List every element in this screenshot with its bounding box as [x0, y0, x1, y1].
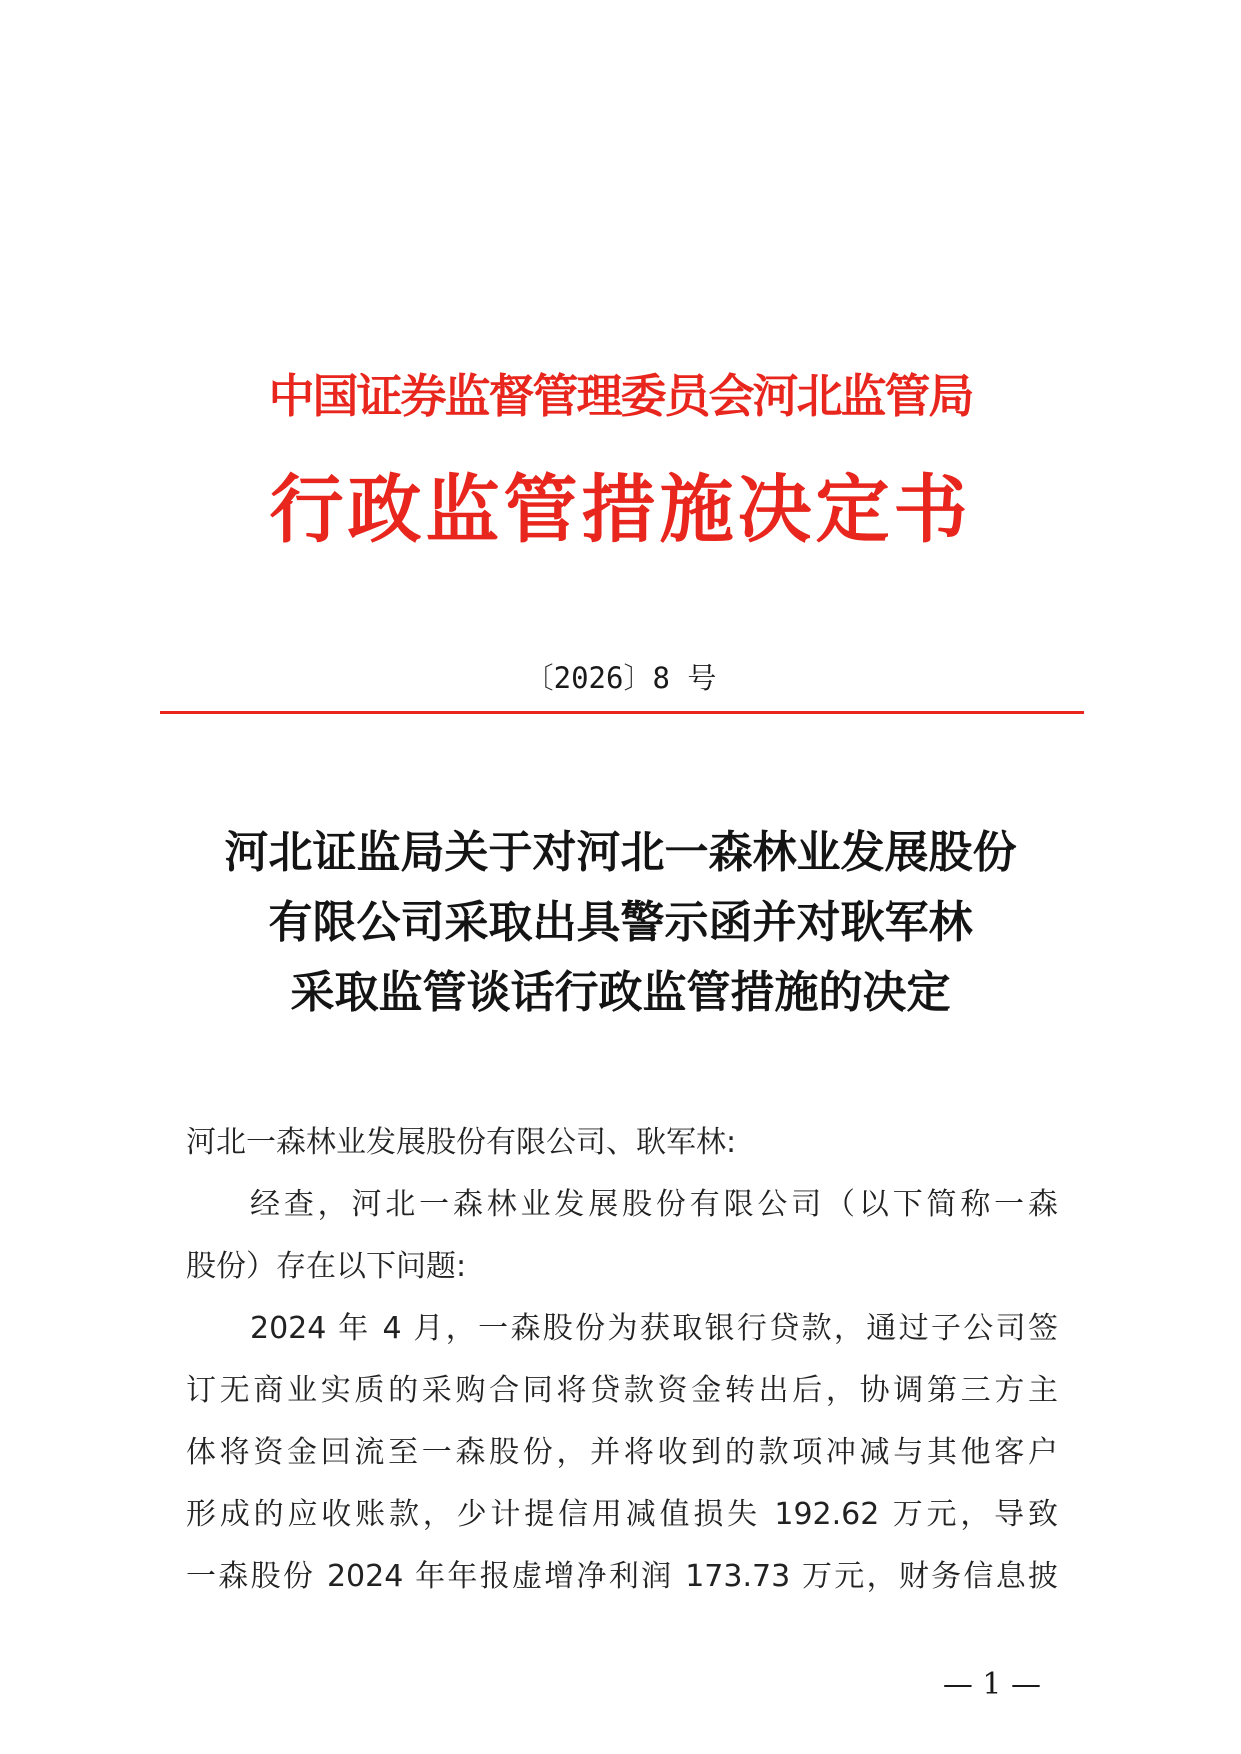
title-line: 河北证监局关于对河北一森林业发展股份: [224, 827, 1017, 878]
addressee: 河北一森林业发展股份有限公司、耿军林:: [186, 1125, 737, 1160]
title-line: 有限公司采取出具警示函并对耿军林: [268, 897, 973, 948]
paragraph-line: 形成的应收账款，少计提信用减值损失 192.62 万元，导致: [186, 1497, 1058, 1532]
issuing-agency: 中国证券监督管理委员会河北监管局: [268, 369, 973, 423]
page-number-text: — 1 —: [942, 1667, 1041, 1702]
decision-title: [0, 818, 1241, 1028]
document-type-heading: 行政监管措施决定书: [269, 467, 972, 553]
paragraph-line: 2024 年 4 月，一森股份为获取银行贷款，通过子公司签: [250, 1311, 1058, 1346]
paragraph-line: 股份）存在以下问题:: [186, 1249, 467, 1284]
document-number: 〔2026〕8 号: [524, 661, 717, 695]
paragraph-line: 订无商业实质的采购合同将贷款资金转出后，协调第三方主: [186, 1373, 1058, 1408]
paragraph-line: 一森股份 2024 年年报虚增净利润 173.73 万元，财务信息披: [186, 1559, 1058, 1594]
title-line: 采取监管谈话行政监管措施的决定: [290, 967, 951, 1018]
document-body: [186, 1112, 1058, 1608]
paragraph-line: 体将资金回流至一森股份，并将收到的款项冲减与其他客户: [186, 1435, 1058, 1470]
red-separator-line: [160, 711, 1084, 714]
paragraph-line: 经查，河北一森林业发展股份有限公司（以下简称一森: [250, 1187, 1058, 1222]
page-number: [0, 1665, 1241, 1705]
